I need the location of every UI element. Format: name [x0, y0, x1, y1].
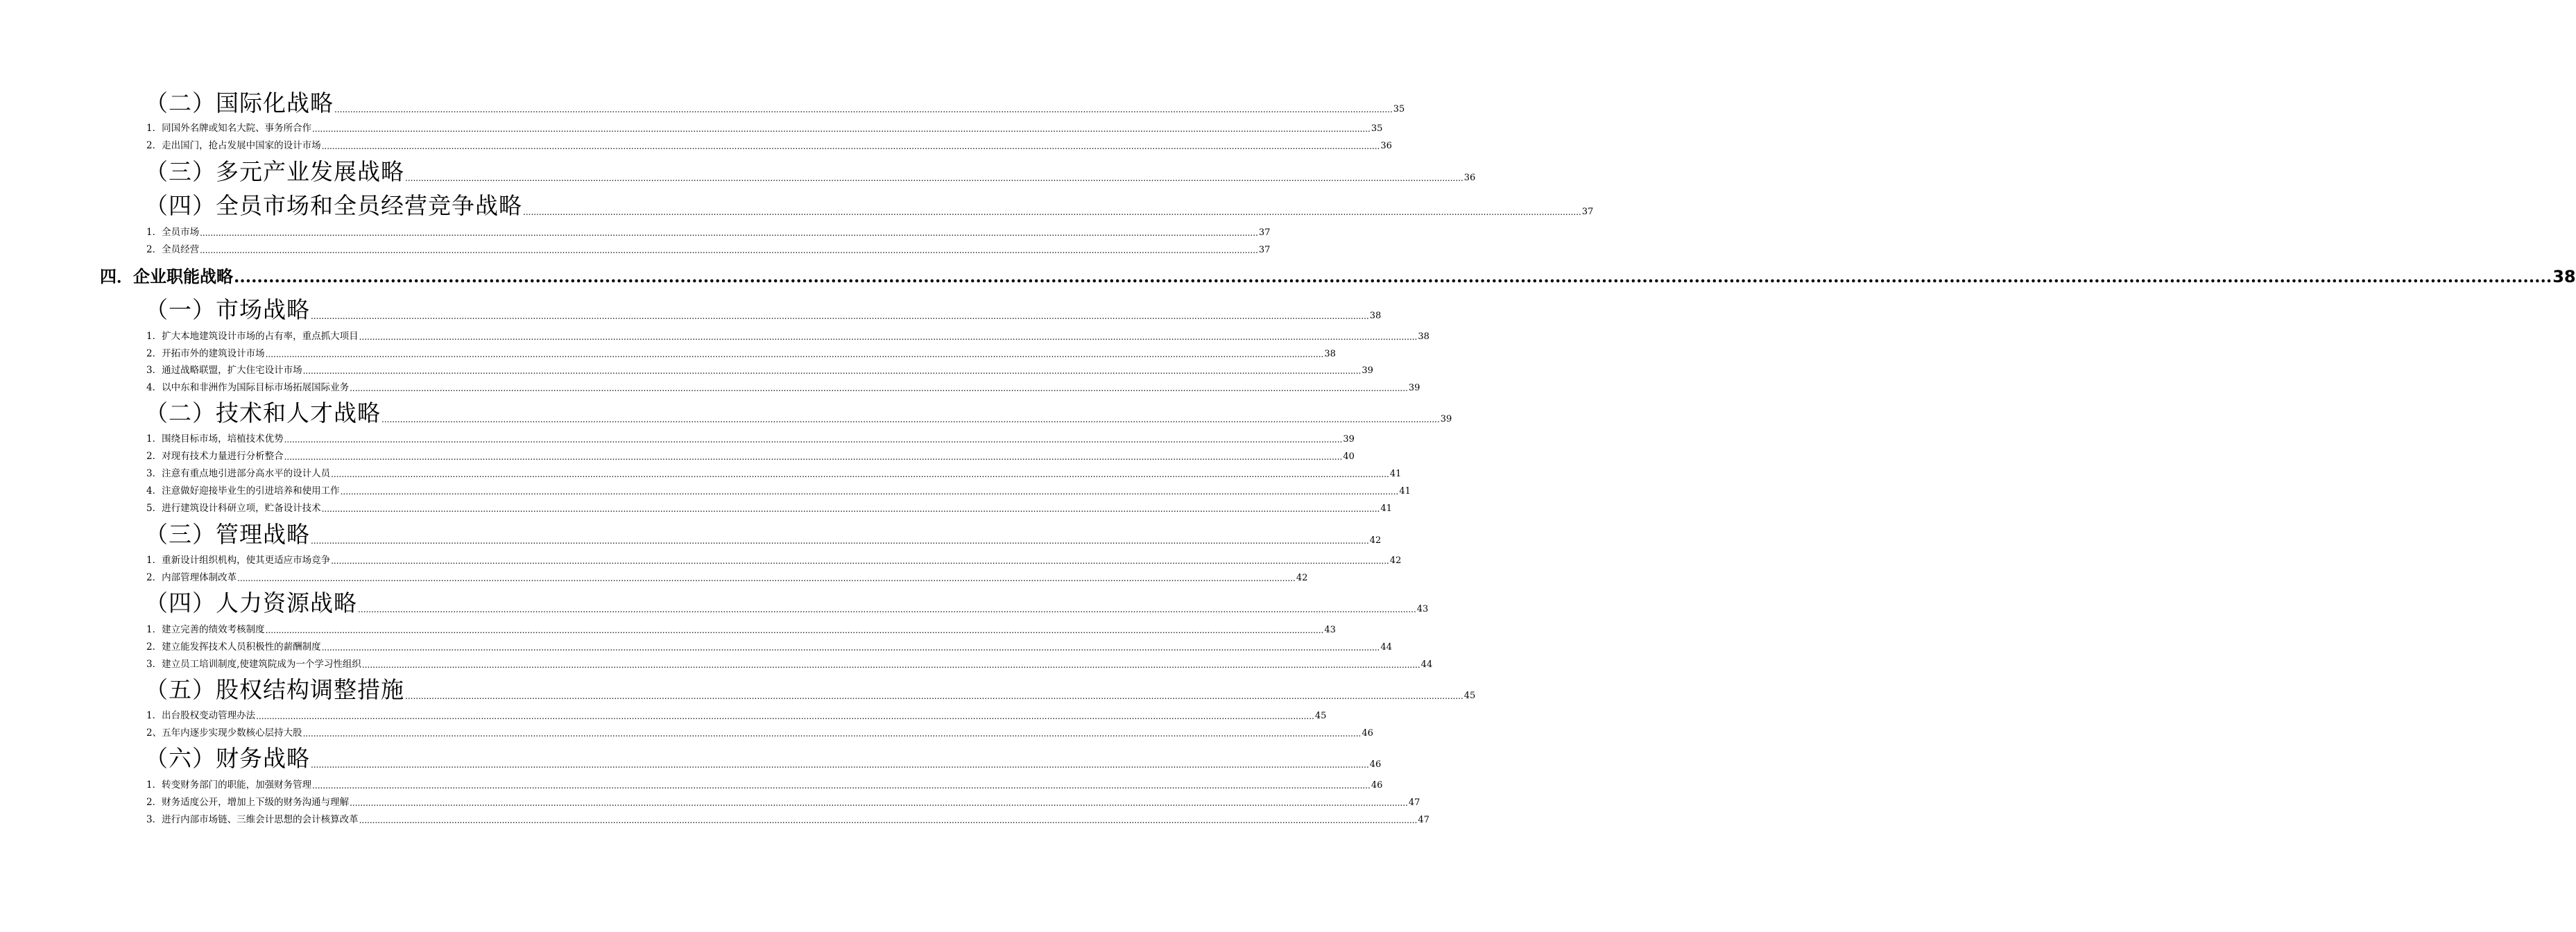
- toc-leader-dots: ................................................................................................................................................................................................................................................................................................................................................................................................................: [311, 311, 1369, 321]
- toc-item-entry[interactable]: [0, 363, 1373, 376]
- toc-item-entry[interactable]: [0, 553, 1402, 566]
- toc-entry-title: 2、五年内逐步实现少数核心层持大股: [146, 727, 302, 739]
- toc-section-entry[interactable]: [0, 87, 1405, 116]
- toc-leader-dots: ................................................................................................................................................................................................................................................................................................................................................................................................................: [405, 691, 1463, 701]
- toc-leader-dots: ................................................................................................................................................................................................................................................................................................................................................................................................................: [200, 245, 1258, 255]
- toc-item-entry[interactable]: [0, 657, 1433, 670]
- toc-leader-dots: ................................................................................................................................................................................................................................................................................................................................................................................................................: [331, 556, 1389, 566]
- toc-entry-title: 1．建立完善的绩效考核制度: [146, 623, 265, 635]
- toc-entry-title: （三）管理战略: [145, 521, 310, 548]
- toc-entry-title: 5．进行建筑设计科研立项，贮备设计技术: [146, 502, 321, 514]
- toc-leader-dots: ................................................................................................................................................................................................................................................................................................................................................................................................................: [350, 798, 1408, 808]
- toc-item-entry[interactable]: [0, 622, 1336, 635]
- toc-leader-dots: ................................................................................................................................................................................................................................................................................................................................................................................................................: [234, 266, 2552, 286]
- toc-entry-title: 1．重新设计组织机构，使其更适应市场竞争: [146, 554, 331, 566]
- toc-leader-dots: ................................................................................................................................................................................................................................................................................................................................................................................................................: [312, 781, 1371, 791]
- toc-page-number: 38: [1418, 331, 1429, 342]
- toc-leader-dots: ................................................................................................................................................................................................................................................................................................................................................................................................................: [302, 366, 1362, 376]
- toc-item-entry[interactable]: [0, 449, 1355, 462]
- toc-leader-dots: ................................................................................................................................................................................................................................................................................................................................................................................................................: [311, 536, 1369, 546]
- toc-leader-dots: ................................................................................................................................................................................................................................................................................................................................................................................................................: [321, 141, 1380, 151]
- toc-entry-title: 2．建立能发挥技术人员积极性的薪酬制度: [146, 641, 321, 653]
- toc-entry-title: 2．开拓市外的建筑设计市场: [146, 347, 265, 359]
- toc-leader-dots: ................................................................................................................................................................................................................................................................................................................................................................................................................: [405, 173, 1463, 183]
- toc-entry-title: （二）技术和人才战略: [145, 399, 381, 426]
- toc-entry-title: （二）国际化战略: [145, 89, 334, 116]
- toc-page-number: 47: [1418, 815, 1429, 825]
- toc-leader-dots: ................................................................................................................................................................................................................................................................................................................................................................................................................: [381, 415, 1440, 424]
- toc-leader-dots: ................................................................................................................................................................................................................................................................................................................................................................................................................: [340, 487, 1399, 497]
- toc-item-entry[interactable]: [0, 795, 1420, 808]
- toc-page-number: 46: [1371, 780, 1383, 791]
- toc-entry-title: 1．围绕目标市场，培植技术优势: [146, 433, 284, 445]
- toc-entry-title: 2．对现有技术力量进行分析整合: [146, 450, 284, 462]
- toc-item-entry[interactable]: [0, 639, 1392, 653]
- toc-page-number: 41: [1389, 469, 1402, 479]
- toc-section-entry[interactable]: [0, 189, 1594, 219]
- toc-section-entry[interactable]: [0, 587, 1429, 616]
- toc-leader-dots: ................................................................................................................................................................................................................................................................................................................................................................................................................: [284, 452, 1343, 462]
- toc-section-entry[interactable]: [0, 293, 1382, 323]
- toc-section-entry[interactable]: [0, 518, 1382, 548]
- toc-item-entry[interactable]: [0, 329, 1429, 342]
- toc-item-entry[interactable]: [0, 242, 1271, 255]
- toc-leader-dots: ................................................................................................................................................................................................................................................................................................................................................................................................................: [265, 350, 1324, 359]
- toc-item-entry[interactable]: [0, 346, 1336, 359]
- toc-leader-dots: ................................................................................................................................................................................................................................................................................................................................................................................................................: [523, 207, 1581, 217]
- toc-page-number: 46: [1362, 728, 1373, 739]
- toc-leader-dots: ................................................................................................................................................................................................................................................................................................................................................................................................................: [321, 504, 1380, 514]
- toc-item-entry[interactable]: [0, 121, 1383, 134]
- toc-entry-title: 1．同国外名牌或知名大院、事务所合作: [146, 122, 312, 134]
- toc-entry-title: （四）人力资源战略: [145, 589, 357, 616]
- toc-item-entry[interactable]: [0, 708, 1327, 721]
- toc-page-number: 37: [1258, 245, 1271, 255]
- toc-page-number: 38: [1369, 311, 1382, 321]
- toc-leader-dots: ................................................................................................................................................................................................................................................................................................................................................................................................................: [359, 332, 1418, 342]
- toc-page-number: 39: [1343, 434, 1355, 445]
- toc-entry-title: 1．扩大本地建筑设计市场的占有率，重点抓大项目: [146, 330, 359, 342]
- toc-page-number: 42: [1296, 573, 1308, 583]
- toc-entry-title: （一）市场战略: [145, 296, 310, 323]
- toc-item-entry[interactable]: [0, 777, 1383, 791]
- toc-page-number: 44: [1420, 659, 1433, 670]
- toc-leader-dots: ................................................................................................................................................................................................................................................................................................................................................................................................................: [200, 228, 1258, 238]
- toc-item-entry[interactable]: [0, 570, 1308, 583]
- toc-entry-title: （六）财务战略: [145, 745, 310, 772]
- toc-page-number: 37: [1258, 227, 1271, 238]
- toc-entry-title: （三）多元产业发展战略: [145, 158, 404, 185]
- toc-entry-title: 1．出台股权变动管理办法: [146, 709, 256, 721]
- toc-page-number: 38: [1324, 349, 1336, 359]
- toc-entry-title: 2．全员经营: [146, 243, 200, 255]
- toc-entry-title: 3．注意有重点地引进部分高水平的设计人员: [146, 467, 331, 479]
- toc-item-entry[interactable]: [0, 138, 1392, 151]
- toc-item-entry[interactable]: [0, 225, 1271, 238]
- toc-entry-title: （四）全员市场和全员经营竞争战略: [145, 192, 522, 219]
- toc-chapter-entry[interactable]: [0, 264, 2576, 286]
- toc-page-number: 45: [1463, 691, 1476, 701]
- toc-page-number: 40: [1343, 451, 1355, 462]
- toc-page-number: 41: [1399, 486, 1411, 497]
- toc-section-entry[interactable]: [0, 742, 1382, 772]
- toc-page-number: 42: [1389, 555, 1402, 566]
- toc-leader-dots: ................................................................................................................................................................................................................................................................................................................................................................................................................: [350, 383, 1408, 393]
- toc-page-number: 39: [1408, 383, 1420, 393]
- toc-section-entry[interactable]: [0, 397, 1452, 426]
- toc-item-entry[interactable]: [0, 501, 1392, 514]
- toc-page-number: 36: [1463, 173, 1476, 183]
- toc-entry-title: 2．内部管理体制改革: [146, 571, 237, 583]
- toc-leader-dots: ................................................................................................................................................................................................................................................................................................................................................................................................................: [321, 643, 1380, 653]
- toc-leader-dots: ................................................................................................................................................................................................................................................................................................................................................................................................................: [359, 816, 1418, 825]
- toc-leader-dots: ................................................................................................................................................................................................................................................................................................................................................................................................................: [237, 573, 1296, 583]
- toc-leader-dots: ................................................................................................................................................................................................................................................................................................................................................................................................................: [256, 711, 1314, 721]
- toc-entry-title: 四．企业职能战略: [100, 267, 233, 286]
- toc-item-entry[interactable]: [0, 483, 1411, 497]
- toc-entry-title: 2．走出国门，抢占发展中国家的设计市场: [146, 139, 321, 151]
- toc-entry-title: 3．通过战略联盟，扩大住宅设计市场: [146, 364, 302, 376]
- toc-item-entry[interactable]: [0, 380, 1420, 393]
- toc-page-number: 35: [1371, 123, 1383, 134]
- toc-item-entry[interactable]: [0, 812, 1429, 825]
- toc-section-entry[interactable]: [0, 673, 1476, 703]
- toc-page-number: 47: [1408, 797, 1420, 808]
- toc-page-number: 45: [1314, 711, 1327, 721]
- toc-entry-title: （五）股权结构调整措施: [145, 676, 404, 703]
- toc-item-entry[interactable]: [0, 466, 1402, 479]
- toc-leader-dots: ................................................................................................................................................................................................................................................................................................................................................................................................................: [302, 729, 1362, 739]
- toc-page-number: 36: [1380, 141, 1392, 151]
- toc-leader-dots: ................................................................................................................................................................................................................................................................................................................................................................................................................: [361, 660, 1420, 670]
- toc-item-entry[interactable]: [0, 725, 1373, 739]
- toc-page-number: 42: [1369, 535, 1382, 546]
- toc-page-number: 39: [1362, 365, 1373, 376]
- toc-page-number: 35: [1393, 104, 1405, 114]
- toc-page-number: 44: [1380, 642, 1392, 653]
- toc-entry-title: 3．进行内部市场链、三维会计思想的会计核算改革: [146, 813, 359, 825]
- toc-page-number: 46: [1369, 759, 1382, 770]
- toc-page-number: 39: [1440, 414, 1452, 424]
- toc-entry-title: 1．转变财务部门的职能，加强财务管理: [146, 779, 312, 791]
- toc-item-entry[interactable]: [0, 431, 1355, 445]
- toc-leader-dots: ................................................................................................................................................................................................................................................................................................................................................................................................................: [358, 605, 1416, 614]
- toc-leader-dots: ................................................................................................................................................................................................................................................................................................................................................................................................................: [284, 435, 1343, 445]
- toc-leader-dots: ................................................................................................................................................................................................................................................................................................................................................................................................................: [331, 469, 1389, 479]
- toc-entry-title: 3．建立员工培训制度,使建筑院成为一个学习性组织: [146, 658, 361, 670]
- toc-page-number: 37: [1581, 207, 1594, 217]
- toc-section-entry[interactable]: [0, 155, 1476, 185]
- toc-leader-dots: ................................................................................................................................................................................................................................................................................................................................................................................................................: [312, 124, 1371, 134]
- toc-leader-dots: ................................................................................................................................................................................................................................................................................................................................................................................................................: [334, 105, 1393, 114]
- toc-entry-title: 2．财务适度公开，增加上下级的财务沟通与理解: [146, 796, 350, 808]
- toc-entry-title: 1．全员市场: [146, 226, 200, 238]
- toc-page-number: 43: [1324, 625, 1336, 635]
- toc-entry-title: 4．注意做好迎接毕业生的引进培养和使用工作: [146, 485, 340, 497]
- toc-entry-title: 4．以中东和非洲作为国际目标市场拓展国际业务: [146, 381, 350, 393]
- toc-leader-dots: ................................................................................................................................................................................................................................................................................................................................................................................................................: [265, 625, 1324, 635]
- toc-page-number: 38: [2552, 267, 2576, 286]
- toc-leader-dots: ................................................................................................................................................................................................................................................................................................................................................................................................................: [311, 760, 1369, 770]
- toc-page-number: 43: [1416, 604, 1429, 614]
- toc-page-number: 41: [1380, 503, 1392, 514]
